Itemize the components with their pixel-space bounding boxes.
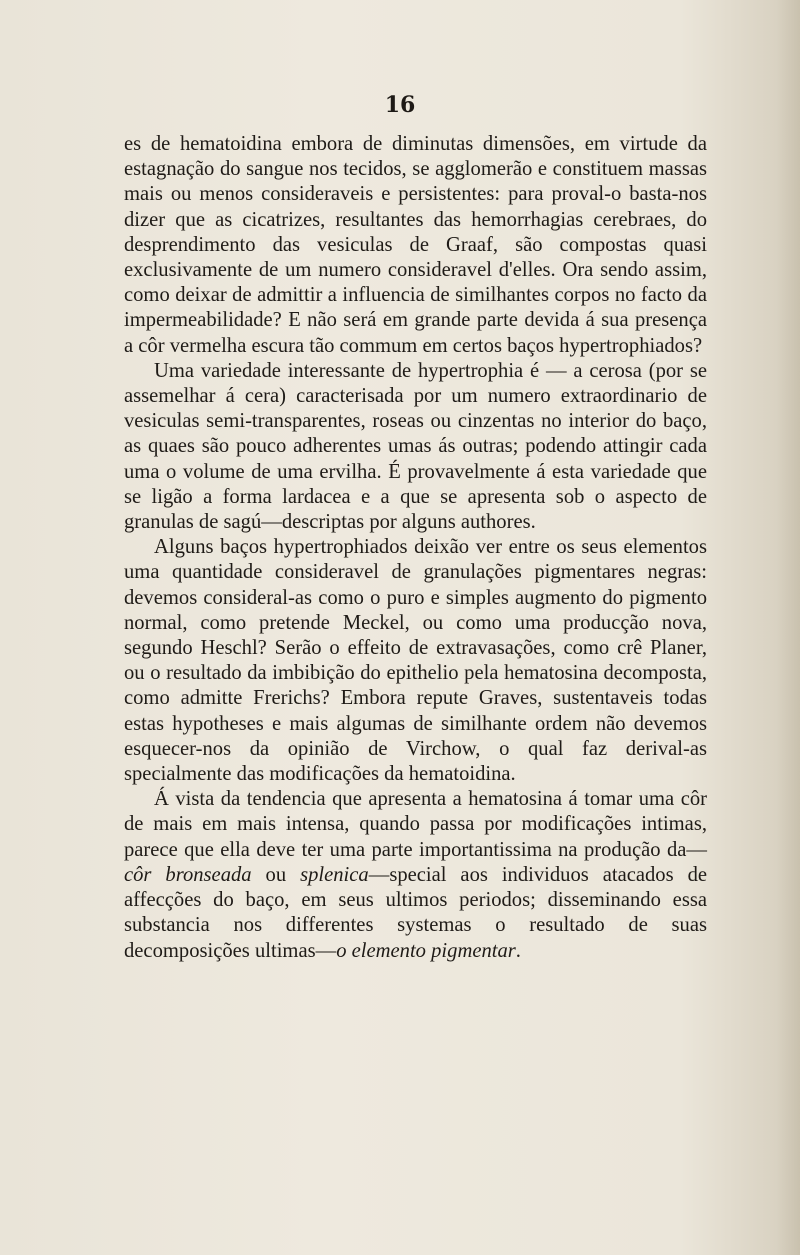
paragraph-4-text-end: .	[515, 939, 521, 962]
paragraph-4-text-after: —special aos individuos atacados de affecções do baço, em seus ultimos periodos; disseminando essa substancia nos differentes systemas o resultado de suas decomposições ultimas—	[124, 863, 708, 962]
paragraph-4	[124, 787, 707, 963]
page-number: 16	[384, 92, 416, 118]
italic-term-elemento-pigmentar: o elemento pigmentar	[336, 939, 516, 962]
paragraph-3: Alguns baços hypertrophiados deixão ver entre os seus elementos uma quantidade consideravel de granulações pigmentares negras: devemos consideral-as como o puro e simples augmento do pigmento normal, como pretende Meckel, ou como uma producção nova, segundo Heschl? Serão o effeito de extravasações, como crê Planer, ou o resultado da imbibição do epithelio pela hematosina decomposta, como admitte Frerichs? Embora repute Graves, sustentaveis todas estas hypotheses e mais algumas de similhante ordem não devemos esquecer-nos da opinião de Virchow, o qual faz derival-as specialmente das modificações da hematoidina.	[124, 536, 707, 786]
paragraph-4-text-mid: ou	[251, 863, 301, 886]
italic-term-cor-bronseada: côr bronseada	[124, 863, 252, 886]
paragraph-1: es de hematoidina embora de diminutas dimensões, em virtude da estagnação do sangue nos tecidos, se agglomerão e constituem massas mais ou menos consideraveis e persistentes: para proval-o basta-nos dizer que as cicatrizes, resultantes das hemorrhagias cerebraes, do desprendimento das vesiculas de Graaf, são compostas quasi exclusivamente de um numero consideravel d'elles. Ora sendo assim, como deixar de admittir a influencia de similhantes corpos no facto da impermeabilidade? E não será em grande parte devida á sua presença a côr vermelha escura tão commum em certos baços hypertrophiados?	[124, 133, 707, 357]
italic-term-splenica: splenica	[300, 863, 369, 886]
paragraph-4-text-before: Á vista da tendencia que apresenta a hematosina á tomar uma côr de mais em mais intensa, quando passa por modificações intimas, parece que ella deve ter uma parte importantissima na produção da—	[124, 788, 707, 861]
paragraph-2: Uma variedade interessante de hypertrophia é — a cerosa (por se assemelhar á cera) caracterisada por um numero extraordinario de vesiculas semi-transparentes, roseas ou cinzentas no interior do baço, as quaes são pouco adherentes umas ás outras; podendo attingir cada uma o volume de uma ervilha. É provavelmente á esta variedade que se ligão a forma lardacea e a que se apresenta sob o aspecto de granulas de sagú—descriptas por alguns authores.	[124, 359, 707, 534]
body-text	[124, 132, 707, 964]
